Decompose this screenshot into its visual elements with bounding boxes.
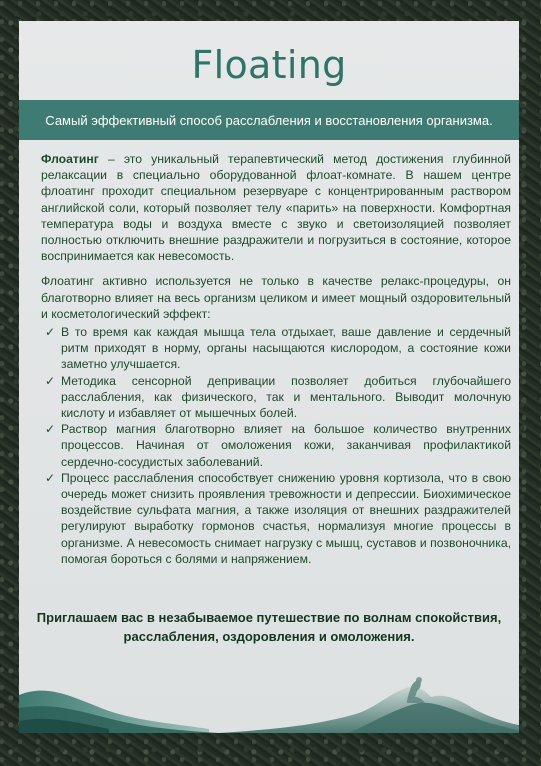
effects-intro: Флоатинг активно используется не только в качестве релакс-процедуры, он благотворно влияет на весь организм целиком и имеет мощный оздоровительный и косметологический эффект:: [41, 274, 511, 321]
intro-text: – это уникальный терапевтический метод достижения глубинной релаксации в специально оборудованной флоат-комнате. В нашем центре флоатинг проходит специальном резервуаре с концентрированным раствором английской соли, который позволяет телу «парить» на поверхности. Комфортная температура воды и воздуха вместе с звуко и светоизоляцией позволяет полностью отключить внешние раздражители и погрузиться в состояние, которое воспринимается как невесомость.: [41, 152, 511, 264]
invitation-line-2: расслабления, оздоровления и омоложения.: [123, 629, 415, 644]
list-item: [41, 421, 511, 470]
poster: [19, 21, 519, 733]
invitation: [29, 608, 509, 646]
tagline-banner: [19, 100, 519, 140]
tagline-text: Самый эффективный способ расслабления и восстановления организма.: [45, 112, 493, 128]
effect-text: Процесс расслабления способствует снижению уровня кортизола, что в свою очередь может снизить проявления тревожности и депрессии. Биохимическое воздействие сульфата магния, а также изоляция от внешних раздражителей регулируют выработку гормонов счастья, нормализуя многие процессы в организме. А невесомость снимает нагрузку с мышц, суставов и позвоночника, помогая бороться с болями и напряжением.: [61, 470, 511, 566]
check-icon: ✓: [45, 325, 56, 340]
article-body: [41, 151, 511, 567]
intro-paragraph: [41, 151, 511, 264]
effect-text: В то время как каждая мышца тела отдыхает, ваше давление и сердечный ритм приходят в норму, органы насыщаются кислородом, а состояние кожи заметно улучшается.: [61, 325, 511, 372]
check-icon: ✓: [45, 470, 56, 485]
effect-text: Раствор магния благотворно влияет на большое количество внутренних процессов. Начиная от омоложения кожи, заканчивая профилактикой сердечно-сосудистых заболеваний.: [61, 422, 511, 469]
check-icon: ✓: [45, 422, 56, 437]
list-item: [41, 324, 511, 373]
intro-lead-term: Флоатинг: [41, 152, 99, 166]
list-item: [41, 373, 511, 422]
invitation-line-1: Приглашаем вас в незабываемое путешествие по волнам спокойствия,: [36, 610, 502, 625]
effect-text: Методика сенсорной депривации позволяет добиться глубочайшего расслабления, как физического, так и ментального. Выводит молочную кислоту и избавляет от мышечных болей.: [61, 373, 511, 421]
effects-list: [41, 324, 511, 567]
page-title: Floating: [191, 43, 347, 87]
check-icon: ✓: [45, 373, 56, 388]
water-rocks-illustration: [19, 653, 519, 733]
list-item: [41, 470, 511, 567]
